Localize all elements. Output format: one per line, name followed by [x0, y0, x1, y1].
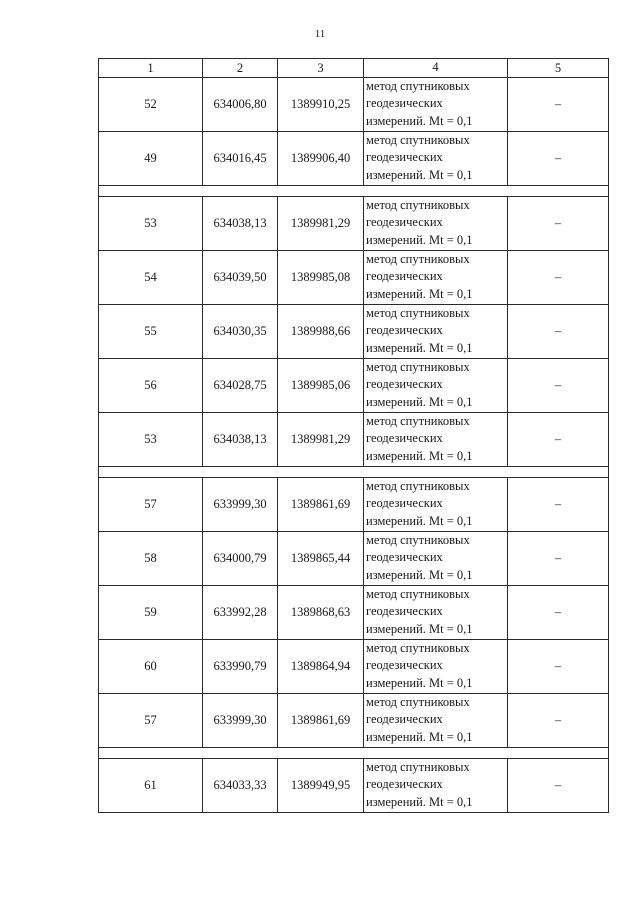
y-coordinate-cell: 1389868,63: [278, 585, 364, 639]
method-text-line: измерений. Mt = 0,1: [366, 675, 473, 690]
y-coordinate-cell: 1389949,95: [278, 758, 364, 812]
note-cell: –: [508, 250, 609, 304]
table-row: [99, 531, 609, 585]
method-cell: [364, 196, 508, 250]
point-number-cell: 58: [99, 531, 203, 585]
y-coordinate-cell: 1389861,69: [278, 477, 364, 531]
y-coordinate-cell: 1389981,29: [278, 196, 364, 250]
table-separator-row: [99, 747, 609, 758]
point-number-cell: 54: [99, 250, 203, 304]
note-cell: –: [508, 477, 609, 531]
table-separator-row: [99, 185, 609, 196]
note-cell: –: [508, 639, 609, 693]
table-header-row: [99, 59, 609, 78]
method-text-line: геодезических: [366, 377, 443, 392]
method-text-line: геодезических: [366, 658, 443, 673]
point-number-cell: 53: [99, 412, 203, 466]
method-cell: [364, 758, 508, 812]
method-text-line: измерений. Mt = 0,1: [366, 448, 473, 463]
method-text-line: метод спутниковых: [366, 640, 470, 655]
method-cell: [364, 531, 508, 585]
note-cell: –: [508, 693, 609, 747]
method-text-line: метод спутниковых: [366, 586, 470, 601]
method-cell: [364, 77, 508, 131]
point-number-cell: 59: [99, 585, 203, 639]
y-coordinate-cell: 1389981,29: [278, 412, 364, 466]
method-text-line: измерений. Mt = 0,1: [366, 567, 473, 582]
method-text-line: измерений. Mt = 0,1: [366, 513, 473, 528]
x-coordinate-cell: 634030,35: [203, 304, 278, 358]
point-number-cell: 55: [99, 304, 203, 358]
table-row: [99, 304, 609, 358]
method-text-line: метод спутниковых: [366, 305, 470, 320]
x-coordinate-cell: 634033,33: [203, 758, 278, 812]
y-coordinate-cell: 1389906,40: [278, 131, 364, 185]
method-cell: [364, 358, 508, 412]
page-number: 11: [314, 28, 326, 40]
method-text-line: метод спутниковых: [366, 197, 470, 212]
method-text-line: измерений. Mt = 0,1: [366, 113, 473, 128]
method-text-line: геодезических: [366, 777, 443, 792]
table-row: [99, 585, 609, 639]
method-text-line: метод спутниковых: [366, 132, 470, 147]
method-text-line: измерений. Mt = 0,1: [366, 232, 473, 247]
note-cell: –: [508, 131, 609, 185]
method-cell: [364, 693, 508, 747]
x-coordinate-cell: 633992,28: [203, 585, 278, 639]
table-separator-row: [99, 466, 609, 477]
method-text-line: геодезических: [366, 604, 443, 619]
method-text-line: измерений. Mt = 0,1: [366, 729, 473, 744]
coordinates-table: [98, 58, 609, 813]
method-cell: [364, 250, 508, 304]
table-row: [99, 758, 609, 812]
method-text-line: измерений. Mt = 0,1: [366, 340, 473, 355]
coordinates-table-body: [99, 59, 609, 813]
method-cell: [364, 412, 508, 466]
x-coordinate-cell: 633999,30: [203, 477, 278, 531]
table-row: [99, 250, 609, 304]
method-text-line: метод спутниковых: [366, 694, 470, 709]
note-cell: –: [508, 758, 609, 812]
method-text-line: измерений. Mt = 0,1: [366, 794, 473, 809]
method-text-line: метод спутниковых: [366, 251, 470, 266]
point-number-cell: 57: [99, 693, 203, 747]
method-cell: [364, 131, 508, 185]
method-text-line: геодезических: [366, 150, 443, 165]
x-coordinate-cell: 634039,50: [203, 250, 278, 304]
note-cell: –: [508, 585, 609, 639]
x-coordinate-cell: 633990,79: [203, 639, 278, 693]
header-col-4: 4: [364, 59, 508, 78]
x-coordinate-cell: 634038,13: [203, 412, 278, 466]
table-row: [99, 693, 609, 747]
method-text-line: измерений. Mt = 0,1: [366, 394, 473, 409]
point-number-cell: 57: [99, 477, 203, 531]
point-number-cell: 56: [99, 358, 203, 412]
y-coordinate-cell: 1389910,25: [278, 77, 364, 131]
point-number-cell: 52: [99, 77, 203, 131]
method-text-line: метод спутниковых: [366, 78, 470, 93]
table-row: [99, 131, 609, 185]
method-text-line: метод спутниковых: [366, 532, 470, 547]
method-text-line: метод спутниковых: [366, 759, 470, 774]
table-row: [99, 639, 609, 693]
separator-cell: [99, 747, 609, 758]
point-number-cell: 49: [99, 131, 203, 185]
method-text-line: метод спутниковых: [366, 359, 470, 374]
method-text-line: геодезических: [366, 431, 443, 446]
note-cell: –: [508, 531, 609, 585]
method-text-line: измерений. Mt = 0,1: [366, 621, 473, 636]
y-coordinate-cell: 1389988,66: [278, 304, 364, 358]
x-coordinate-cell: 634028,75: [203, 358, 278, 412]
x-coordinate-cell: 634006,80: [203, 77, 278, 131]
x-coordinate-cell: 633999,30: [203, 693, 278, 747]
method-cell: [364, 585, 508, 639]
y-coordinate-cell: 1389861,69: [278, 693, 364, 747]
method-text-line: метод спутниковых: [366, 478, 470, 493]
table-row: [99, 477, 609, 531]
table-row: [99, 358, 609, 412]
y-coordinate-cell: 1389985,08: [278, 250, 364, 304]
table-row: [99, 412, 609, 466]
x-coordinate-cell: 634016,45: [203, 131, 278, 185]
note-cell: –: [508, 304, 609, 358]
y-coordinate-cell: 1389985,06: [278, 358, 364, 412]
table-row: [99, 196, 609, 250]
table-row: [99, 77, 609, 131]
separator-cell: [99, 466, 609, 477]
header-col-3: 3: [278, 59, 364, 78]
separator-cell: [99, 185, 609, 196]
method-cell: [364, 477, 508, 531]
header-col-1: 1: [99, 59, 203, 78]
method-text-line: геодезических: [366, 712, 443, 727]
note-cell: –: [508, 412, 609, 466]
method-text-line: геодезических: [366, 550, 443, 565]
method-text-line: геодезических: [366, 496, 443, 511]
x-coordinate-cell: 634038,13: [203, 196, 278, 250]
header-col-5: 5: [508, 59, 609, 78]
point-number-cell: 60: [99, 639, 203, 693]
note-cell: –: [508, 358, 609, 412]
method-text-line: геодезических: [366, 323, 443, 338]
point-number-cell: 53: [99, 196, 203, 250]
method-text-line: геодезических: [366, 96, 443, 111]
y-coordinate-cell: 1389864,94: [278, 639, 364, 693]
method-text-line: метод спутниковых: [366, 413, 470, 428]
y-coordinate-cell: 1389865,44: [278, 531, 364, 585]
note-cell: –: [508, 196, 609, 250]
method-cell: [364, 639, 508, 693]
point-number-cell: 61: [99, 758, 203, 812]
note-cell: –: [508, 77, 609, 131]
method-text-line: геодезических: [366, 215, 443, 230]
method-text-line: измерений. Mt = 0,1: [366, 286, 473, 301]
method-text-line: геодезических: [366, 269, 443, 284]
x-coordinate-cell: 634000,79: [203, 531, 278, 585]
method-cell: [364, 304, 508, 358]
method-text-line: измерений. Mt = 0,1: [366, 167, 473, 182]
header-col-2: 2: [203, 59, 278, 78]
